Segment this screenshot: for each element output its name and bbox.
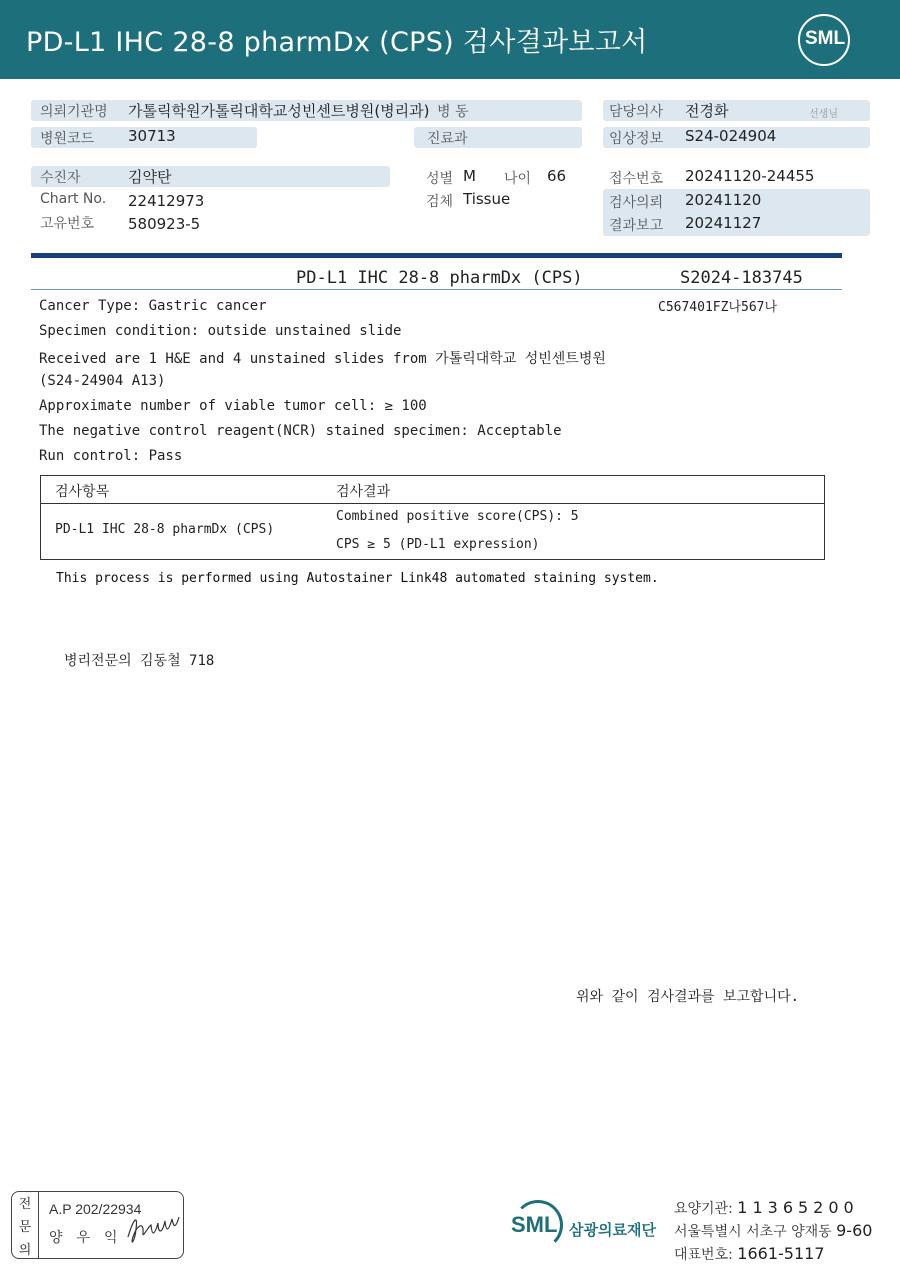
doctor-label: 담당의사 <box>609 104 664 120</box>
body-line-ncr: The negative control reagent(NCR) stained specimen: Acceptable <box>39 423 562 439</box>
body-line-specimen-condition: Specimen condition: outside unstained slide <box>39 323 402 339</box>
chart-no-label: Chart No. <box>40 191 107 207</box>
report-title: PD-L1 IHC 28-8 pharmDx (CPS) <box>296 268 583 288</box>
table-header-separator <box>41 503 824 504</box>
sml-footer-logo: SML <box>511 1212 558 1237</box>
table-header-result: 검사결과 <box>336 484 391 500</box>
footer-address-no: 9-60 <box>836 1221 873 1240</box>
footer-code-label: 요양기관: <box>674 1201 733 1217</box>
process-statement: This process is performed using Autostainer Link48 automated staining system. <box>56 571 659 586</box>
stamp-side-label <box>12 1192 39 1258</box>
footer-code-value: 11365200 <box>737 1198 859 1217</box>
table-cell-item: PD-L1 IHC 28-8 pharmDx (CPS) <box>55 522 275 537</box>
doctor-value: 전경화 <box>685 102 729 120</box>
chart-no-value: 22412973 <box>128 192 205 210</box>
stamp-side-char: 전 <box>18 1197 32 1212</box>
stamp-name: 양우익 <box>49 1230 132 1246</box>
table-header-item: 검사항목 <box>55 484 110 500</box>
hospital-code-label: 병원코드 <box>40 131 95 147</box>
report-header <box>0 0 900 79</box>
unique-id-label: 고유번호 <box>40 216 95 232</box>
closing-statement: 위와 같이 검사결과를 보고합니다. <box>576 989 800 1005</box>
request-date-value: 20241120 <box>685 191 762 209</box>
unique-id-value: 580923-5 <box>128 215 201 233</box>
doctor-suffix: 선생님 <box>809 109 838 120</box>
table-cell-cps-score: Combined positive score(CPS): 5 <box>336 509 579 524</box>
report-id: S2024-183745 <box>680 268 803 288</box>
receipt-label: 접수번호 <box>609 171 664 187</box>
clinical-value: S24-024904 <box>685 127 777 145</box>
report-code: C567401FZ나567나 <box>658 300 778 315</box>
body-line-run-control: Run control: Pass <box>39 448 183 464</box>
patient-value: 김약탄 <box>128 168 172 186</box>
table-cell-cps-expression: CPS ≥ 5 (PD-L1 expression) <box>336 537 540 552</box>
footer-organization: 삼광의료재단 <box>569 1221 656 1239</box>
handwritten-signature-icon <box>124 1207 182 1251</box>
result-table <box>40 475 825 560</box>
report-divider-thick <box>31 253 842 258</box>
stamp-ap-number: A.P 202/22934 <box>49 1201 142 1217</box>
footer-address-text: 서울특별시 서초구 양재동 <box>674 1224 832 1240</box>
report-date-value: 20241127 <box>685 214 762 232</box>
sex-value: M <box>463 167 476 185</box>
body-line-cancer-type: Cancer Type: Gastric cancer <box>39 298 267 314</box>
specimen-value: Tissue <box>463 190 511 208</box>
institution-value: 가톨릭학원가톨릭대학교성빈센트병원(병리과) <box>128 102 430 120</box>
specimen-label: 검체 <box>426 194 454 210</box>
receipt-value: 20241120-24455 <box>685 167 815 185</box>
sml-logo: SML <box>804 28 846 49</box>
body-line-tumor-cell: Approximate number of viable tumor cell: ≥ 100 <box>39 398 427 414</box>
patient-label: 수진자 <box>40 170 81 186</box>
footer-address <box>674 1221 872 1241</box>
footer-phone-label: 대표번호: <box>674 1247 733 1263</box>
body-line-received: Received are 1 H&E and 4 unstained slides from 가톨릭대학교 성빈센트병원 <box>39 351 606 367</box>
request-date-label: 검사의뢰 <box>609 195 664 211</box>
clinical-label: 임상정보 <box>609 131 664 147</box>
stamp-side-char: 문 <box>18 1220 32 1235</box>
institution-label: 의뢰기관명 <box>40 104 108 120</box>
footer-phone-value: 1661-5117 <box>737 1244 825 1263</box>
sex-label: 성별 <box>426 171 454 187</box>
footer-phone <box>674 1244 825 1264</box>
ward-label: 병 동 <box>437 104 469 120</box>
pathologist-signature-line: 병리전문의 김동철 718 <box>64 653 215 669</box>
patient-row-bg <box>31 166 390 187</box>
specialist-stamp <box>11 1191 184 1259</box>
footer-institution-code <box>674 1198 859 1218</box>
age-label: 나이 <box>504 171 532 187</box>
body-line-slide-id: (S24-24904 A13) <box>39 373 166 389</box>
report-date-label: 결과보고 <box>609 218 664 234</box>
report-header-title: PD-L1 IHC 28-8 pharmDx (CPS) 검사결과보고서 <box>26 27 648 58</box>
age-value: 66 <box>547 167 567 185</box>
stamp-side-char: 의 <box>18 1243 32 1258</box>
department-label: 진료과 <box>427 131 468 147</box>
report-divider-thin <box>31 289 842 290</box>
hospital-code-value: 30713 <box>128 127 176 145</box>
